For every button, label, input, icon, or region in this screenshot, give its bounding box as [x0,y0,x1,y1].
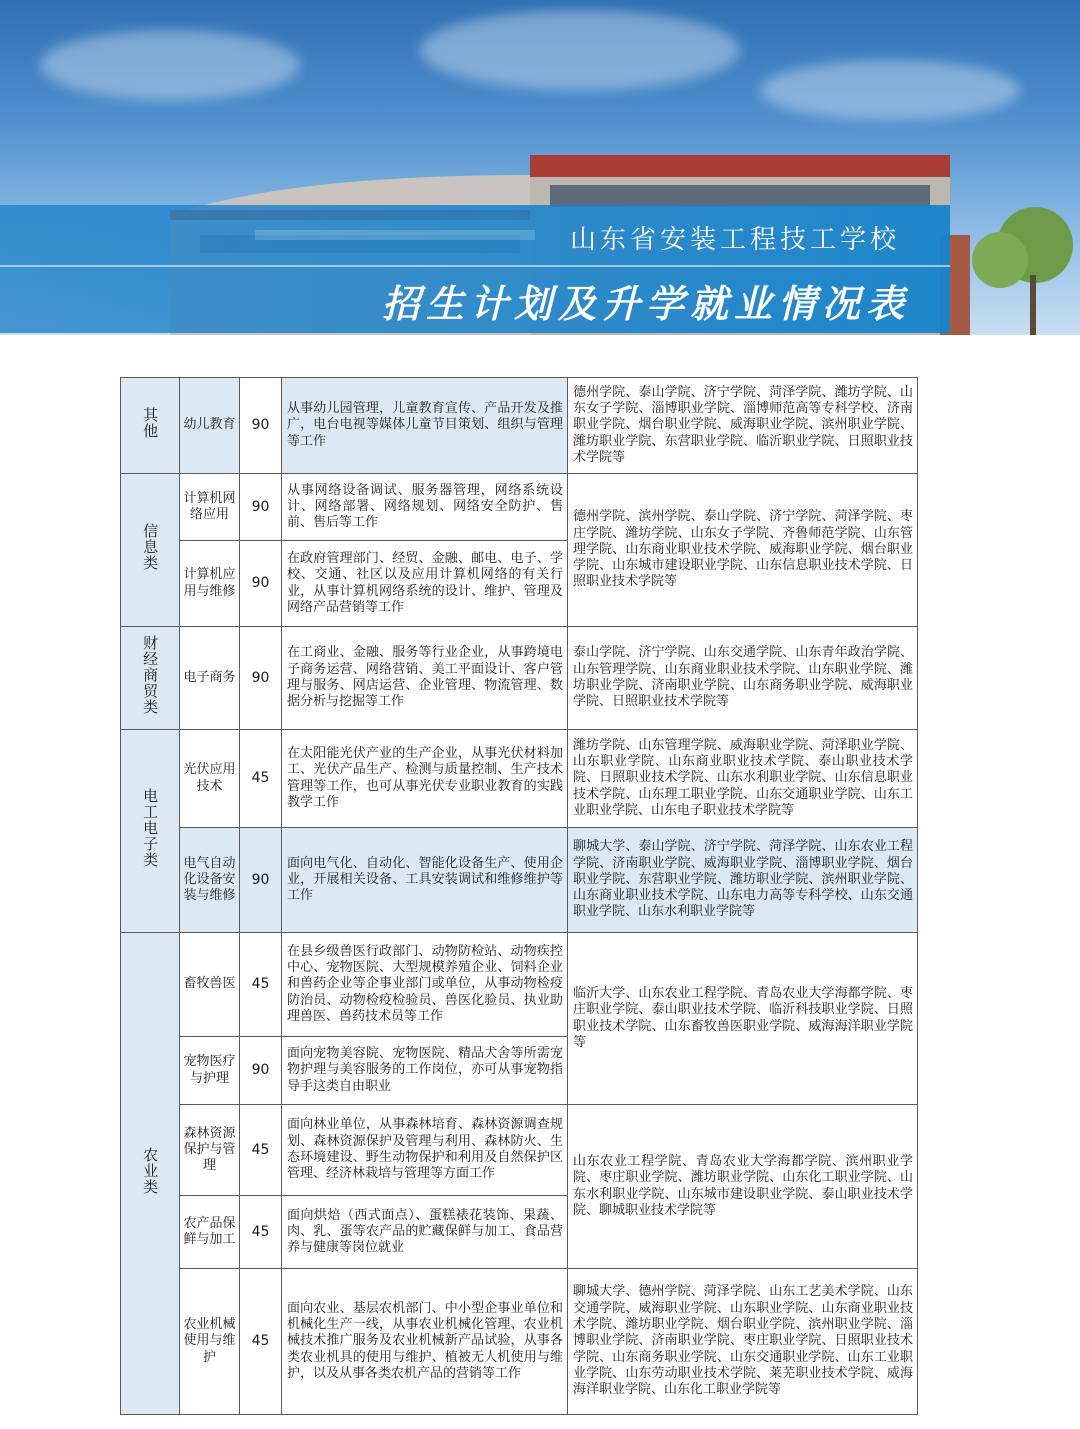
destination-schools-cell: 德州学院、滨州学院、泰山学院、济宁学院、菏泽学院、枣庄学院、潍坊学院、山东女子学院、齐鲁师范学院、山东管理学院、山东商业职业技术学院、威海职业学院、烟台职业学院、山东城市建设职业学院、山东信息职业技术学院、日照职业技术学院等 [568,474,918,627]
enrollment-table [120,377,918,1415]
job-direction-cell: 面向电气化、自动化、智能化设备生产、使用企业，开展相关设备、工具安装调试和维修维护等工作 [282,828,568,933]
enrollment-count-cell: 45 [240,1196,282,1269]
destination-schools-cell: 泰山学院、济宁学院、山东交通学院、山东青年政治学院、山东管理学院、山东商业职业技术学院、山东职业学院、潍坊职业学院、济南职业学院、山东商务职业学院、威海职业学院、日照职业技术学院等 [568,627,918,730]
destination-schools-cell: 潍坊学院、山东管理学院、威海职业学院、菏泽职业学院、山东职业学院、山东商业职业技术学院、泰山职业技术学院、日照职业技术学院、山东水利职业学院、山东信息职业技术学院、山东理工职业学院、山东交通职业学院、山东工业职业学院、山东电子职业技术学院等 [568,730,918,828]
job-direction-cell: 在县乡级兽医行政部门、动物防检站、动物疾控中心、宠物医院、大型规模养殖企业、饲料企业和兽药企业等企事业部门或单位，从事动物检疫防治员、动物检疫检验员、兽医化验员、执业助理兽医、兽药技术员等工作 [282,933,568,1037]
enrollment-count-cell: 45 [240,1269,282,1415]
enrollment-count-cell: 90 [240,828,282,933]
category-cell: 信息类 [121,474,180,627]
major-cell: 宠物医疗与护理 [180,1037,240,1105]
job-direction-cell: 在工商业、金融、服务等行业企业，从事跨境电子商务运营、网络营销、美工平面设计、客户管理与服务、网店运营、企业管理、物流管理、数据分析与挖掘等工作 [282,627,568,730]
table-row [121,627,918,730]
category-cell: 农业类 [121,933,180,1415]
job-direction-cell: 面向烘焙（西式面点）、蛋糕裱花装饰、果蔬、肉、乳、蛋等农产品的贮藏保鲜与加工、食品营养与健康等岗位就业 [282,1196,568,1269]
banner-divider [0,265,950,267]
major-cell: 畜牧兽医 [180,933,240,1037]
major-cell: 森林资源保护与管理 [180,1105,240,1196]
job-direction-cell: 在太阳能光伏产业的生产企业，从事光伏材料加工、光伏产品生产、检测与质量控制、生产技术管理等工作，也可从事光伏专业职业教育的实践教学工作 [282,730,568,828]
major-cell: 农产品保鲜与加工 [180,1196,240,1269]
enrollment-count-cell: 90 [240,474,282,541]
major-cell: 电气自动化设备安装与维修 [180,828,240,933]
title-banner [0,205,950,333]
job-direction-cell: 从事网络设备调试、服务器管理，网络系统设计、网络部署、网络规划、网络安全防护、售前、售后等工作 [282,474,568,541]
table-row [121,1269,918,1415]
enrollment-count-cell: 90 [240,1037,282,1105]
table-row [121,474,918,541]
category-cell: 其他 [121,378,180,474]
category-cell: 电工电子类 [121,730,180,933]
table-row [121,378,918,474]
major-cell: 计算机应用与维修 [180,541,240,627]
destination-schools-cell: 聊城大学、德州学院、菏泽学院、山东工艺美术学院、山东交通学院、威海职业学院、山东职业学院、山东商业职业技术学院、潍坊职业学院、烟台职业学院、滨州职业学院、淄博职业学院、济南职业学院、枣庄职业学院、日照职业技术学院、山东商务职业学院、山东交通职业学院、山东工业职业学院、山东劳动职业技术学院、莱芜职业技术学院、威海海洋职业学院、山东化工职业学院等 [568,1269,918,1415]
table-row [121,828,918,933]
job-direction-cell: 在政府管理部门、经贸、金融、邮电、电子、学校、交通、社区以及应用计算机网络的有关行业，从事计算机网络系统的设计、维护、管理及网络产品营销等工作 [282,541,568,627]
header-banner-image [0,0,1080,335]
job-direction-cell: 从事幼儿园管理，儿童教育宣传、产品开发及推广，电台电视等媒体儿童节目策划、组织与管理等工作 [282,378,568,474]
major-cell: 电子商务 [180,627,240,730]
job-direction-cell: 面向农业、基层农机部门、中小型企事业单位和机械化生产一线，从事农业机械化管理、农业机械技术推广服务及农业机械新产品试验，从事各类农业机具的使用与维护、植被无人机使用与维护，以及从事各类农机产品的营销等工作 [282,1269,568,1415]
faded-subtitle-strip [255,230,535,240]
major-cell: 农业机械使用与维护 [180,1269,240,1415]
enrollment-count-cell: 90 [240,627,282,730]
category-cell: 财经商贸类 [121,627,180,730]
table-row [121,933,918,1037]
destination-schools-cell: 聊城大学、泰山学院、济宁学院、菏泽学院、山东农业工程学院、济南职业学院、威海职业学院、淄博职业学院、烟台职业学院、东营职业学院、潍坊职业学院、滨州职业学院、山东商业职业技术学院、山东电力高等专科学校、山东交通职业学院、山东水利职业学院等 [568,828,918,933]
job-direction-cell: 面向宠物美容院、宠物医院、精品犬舍等所需宠物护理与美容服务的工作岗位，亦可从事宠物指导手这类自由职业 [282,1037,568,1105]
destination-schools-cell: 德州学院、泰山学院、济宁学院、菏泽学院、潍坊学院、山东女子学院、淄博职业学院、淄博师范高等专科学校、济南职业学院、烟台职业学院、威海职业学院、滨州职业学院、潍坊职业学院、东营职业学院、临沂职业学院、日照职业技术学院等 [568,378,918,474]
job-direction-cell: 面向林业单位，从事森林培育、森林资源调查规划、森林资源保护及管理与利用、森林防火、生态环境建设、野生动物保护和利用及自然保护区管理、经济林栽培与管理等方面工作 [282,1105,568,1196]
table-row [121,730,918,828]
major-cell: 光伏应用技术 [180,730,240,828]
enrollment-count-cell: 90 [240,378,282,474]
major-cell: 幼儿教育 [180,378,240,474]
page-title: 招生计划及升学就业情况表 [381,282,910,326]
enrollment-count-cell: 45 [240,730,282,828]
enrollment-count-cell: 45 [240,933,282,1037]
destination-schools-cell: 临沂大学、山东农业工程学院、青岛农业大学海都学院、枣庄职业学院、泰山职业技术学院、临沂科技职业学院、日照职业技术学院、山东畜牧兽医职业学院、威海海洋职业学院等 [568,933,918,1105]
table-row [121,1105,918,1196]
destination-schools-cell: 山东农业工程学院、青岛农业大学海都学院、滨州职业学院、枣庄职业学院、潍坊职业学院、山东化工职业学院、山东水利职业学院、山东城市建设职业学院、泰山职业技术学院、聊城职业技术学院等 [568,1105,918,1269]
trees-illustration [940,200,1080,335]
major-cell: 计算机网络应用 [180,474,240,541]
enrollment-count-cell: 90 [240,541,282,627]
school-name: 山东省安装工程技工学校 [569,225,900,255]
enrollment-count-cell: 45 [240,1105,282,1196]
